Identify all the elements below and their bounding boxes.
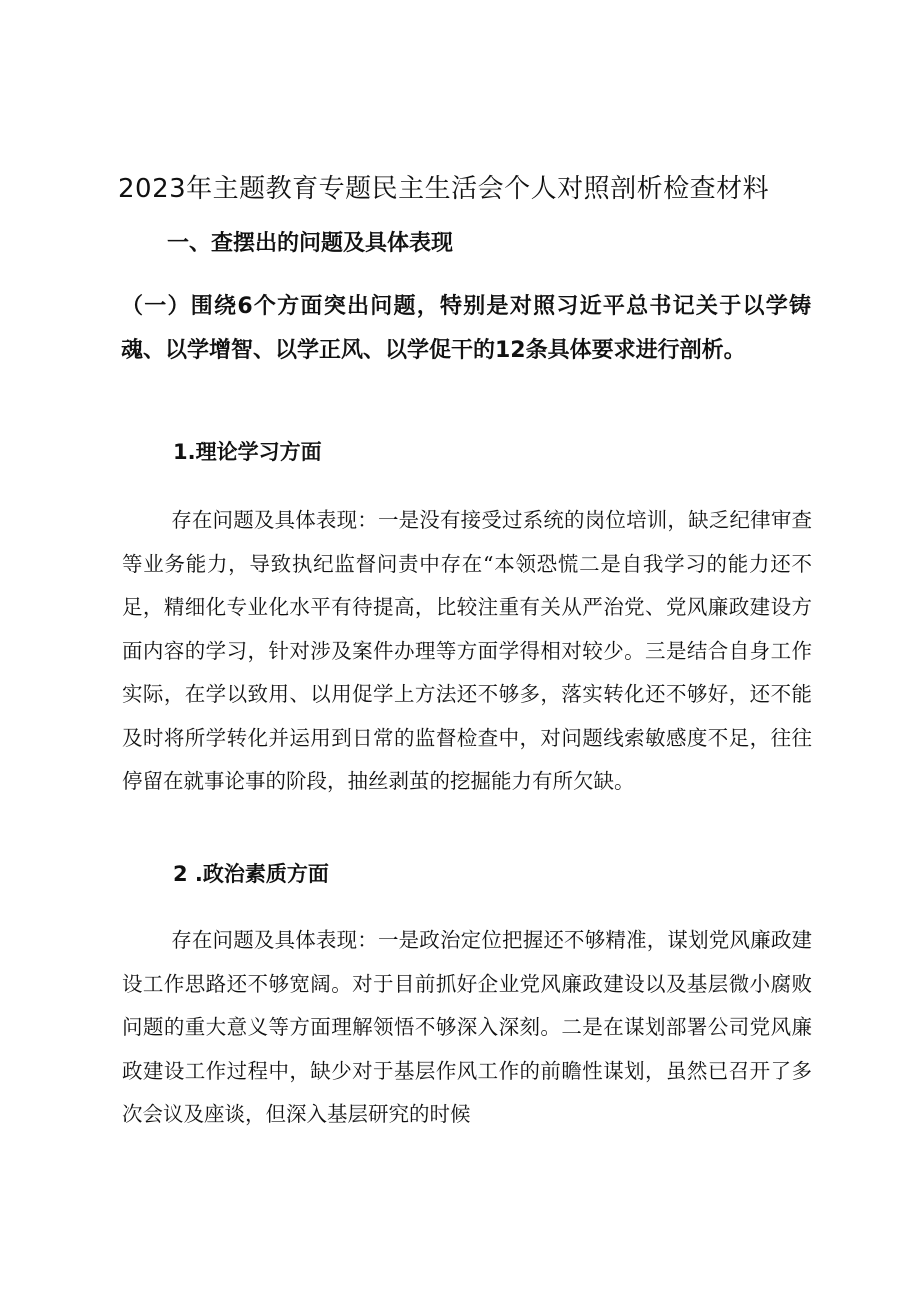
political-quality-heading: 2 .政治素质方面 [173,862,329,886]
political-quality-paragraph: 存在问题及具体表现：一是政治定位把握还不够精准，谋划党风廉政建设工作思路还不够宽阔。对于目前抓好企业党风廉政建设以及基层微小腐败问题的重大意义等方面理解领悟不够深入深刻。二是在谋划部署公司党风廉政建设工作过程中，缺少对于基层作风工作的前瞻性谋划，虽然已召开了多次会议及座谈，但深入基层研究的时候 [122,928,812,1126]
section-heading-1: 一、查摆出的问题及具体表现 [167,231,454,256]
document-title: 2023年主题教育专题民主生活会个人对照剖析检查材料 [118,174,770,204]
theory-study-heading: 1.理论学习方面 [173,440,322,464]
subsection-heading: （一）围绕6个方面突出问题，特别是对照习近平总书记关于以学铸魂、以学增智、以学正风、以学促干的12条具体要求进行剖析。 [121,294,811,363]
theory-study-paragraph: 存在问题及具体表现：一是没有接受过系统的岗位培训，缺乏纪律审查等业务能力，导致执纪监督问责中存在“本领恐慌二是自我学习的能力还不足，精细化专业化水平有待提高，比较注重有关从严治党、党风廉政建设方面内容的学习，针对涉及案件办理等方面学得相对较少。三是结合自身工作实际，在学以致用、以用促学上方法还不够多，落实转化还不够好，还不能及时将所学转化并运用到日常的监督检查中，对问题线索敏感度不足，往往停留在就事论事的阶段，抽丝剥茧的挖掘能力有所欠缺。 [122,508,812,793]
